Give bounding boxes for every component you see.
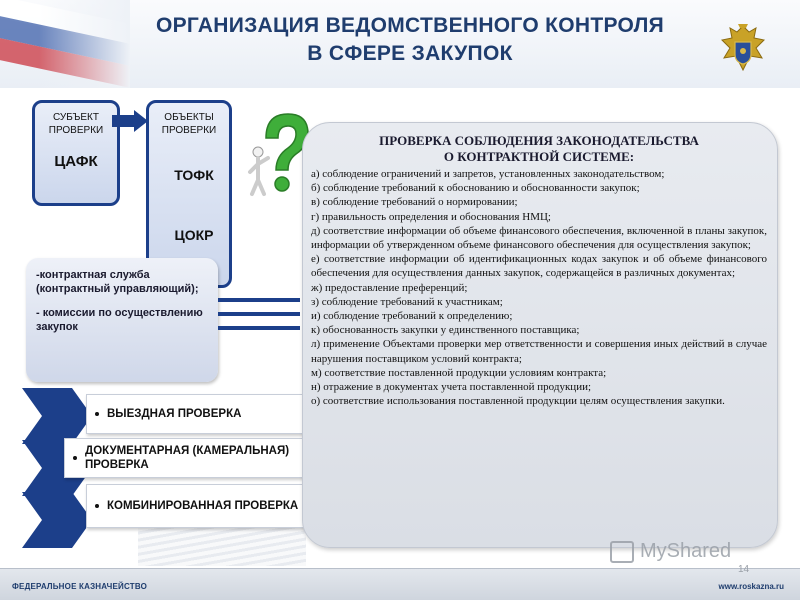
subject-label-line-2: ПРОВЕРКИ [48,125,104,136]
panel-item: л) применение Объектами проверки мер ответственности и совершения иных действий в случае нарушения поставщиком условий контракта; [311,338,767,365]
watermark [610,540,731,563]
panel-item: з) соблюдение требований к участникам; [311,295,503,308]
slide-title [110,12,710,68]
objects-value-2: ЦОКР [174,227,214,243]
legislation-check-panel [302,122,778,548]
panel-item: и) соблюдение требований к определению; [311,310,513,323]
panel-items-list [311,167,767,408]
subject-label-line-1: СУБЪЕКТ [53,112,99,123]
subject-box [32,100,120,206]
objects-value-1: ТОФК [174,167,214,183]
check-type-item [86,394,308,434]
panel-item: в) соблюдение требований о нормировании; [311,196,518,209]
check-type-item [86,484,308,528]
watermark-text: MyShared [640,540,732,562]
objects-label-line-2: ПРОВЕРКИ [161,125,217,136]
service-item-1: -контрактная служба (контрактный управляющий); [36,269,199,295]
panel-item: м) соответствие поставленной продукции условиям контракта; [311,366,607,379]
footer-organization: ФЕДЕРАЛЬНОЕ КАЗНАЧЕЙСТВО [12,582,148,591]
panel-item: е) соответствие информации об идентификационных кодах закупок и об объеме финансового обеспечения для осуществления данных закупок, содержащейся в различных документах; [311,253,767,280]
panel-item: ж) предоставление преференций; [311,281,468,294]
panel-title [311,133,767,165]
title-line-1: ОРГАНИЗАЦИЯ ВЕДОМСТВЕННОГО КОНТРОЛЯ [155,14,665,37]
page-number: 14 [738,564,750,575]
slide-footer [0,568,800,600]
panel-item: к) обоснованность закупки у единственного поставщика; [311,324,580,337]
footer-website-link[interactable]: www.roskazna.ru [718,582,784,591]
panel-item: н) отражение в документах учета поставленной продукции; [311,381,592,394]
slide-header [0,0,800,88]
treasury-emblem-icon [718,22,768,76]
subject-value: ЦАФК [54,153,98,170]
panel-item: г) правильность определения и обоснования НМЦ; [311,210,551,223]
connector-lines [218,296,300,336]
panel-title-line-2: О КОНТРАКТНОЙ СИСТЕМЕ: [443,149,635,164]
panel-item: б) соблюдение требований к обоснованию и обоснованности закупок; [311,182,640,195]
check-type-label: ДОКУМЕНТАРНАЯ (КАМЕРАЛЬНАЯ) ПРОВЕРКА [85,445,290,471]
check-type-label: ВЫЕЗДНАЯ ПРОВЕРКА [107,408,242,420]
service-box [26,258,218,382]
panel-item: о) соответствие использования поставленной продукции целям осуществления закупки. [311,395,725,408]
chevron-icon [22,492,92,548]
presentation-icon [610,541,634,563]
title-line-2: В СФЕРЕ ЗАКУПОК [307,42,513,65]
panel-item: д) соответствие информации об объеме финансового обеспечения, включенной в планы закупок, информации об утвержденном объеме финансового обеспечения для осуществления закупок; [311,224,767,252]
check-type-label: КОМБИНИРОВАННАЯ ПРОВЕРКА [107,500,299,512]
service-item-2: - комиссии по осуществлению закупок [36,307,203,333]
arrow-right-icon [112,110,148,132]
check-type-item [64,438,308,478]
panel-title-line-1: ПРОВЕРКА СОБЛЮДЕНИЯ ЗАКОНОДАТЕЛЬСТВА [379,133,699,148]
panel-item: а) соблюдение ограничений и запретов, установленных законодательством; [311,168,665,180]
check-types-list [22,388,302,548]
objects-label-line-1: ОБЪЕКТЫ [164,112,214,123]
chevron-icon [22,388,92,444]
